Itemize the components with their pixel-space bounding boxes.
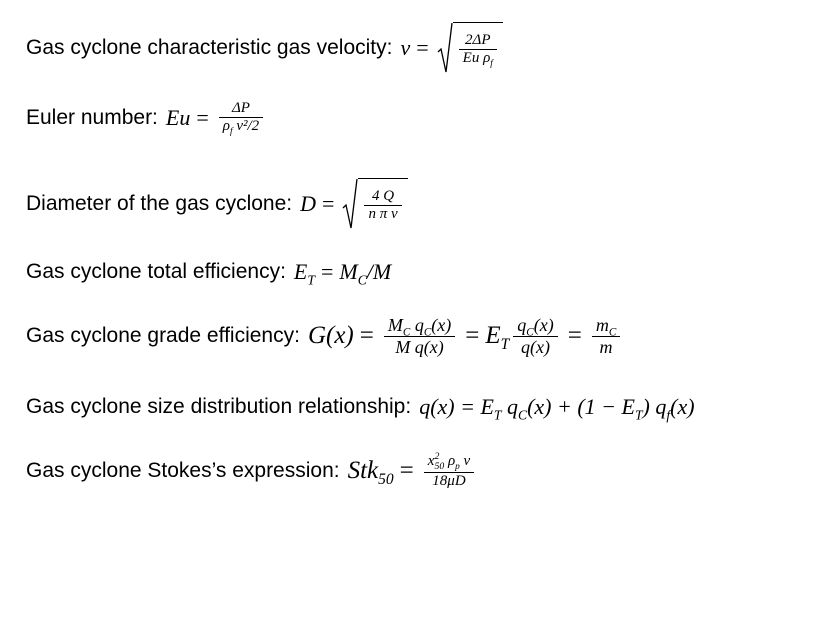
fraction-numerator: $M_C$ $q_C(x)$ (387, 315, 452, 339)
equation-label: Euler number: (26, 105, 158, 129)
fraction-denominator: q(x) (520, 336, 550, 357)
equation-velocity (26, 22, 503, 74)
equation-label: Gas cyclone grade efficiency: (26, 324, 300, 348)
equation-label: Diameter of the gas cyclone: (26, 192, 293, 215)
equals-sign: = (320, 259, 334, 284)
equation-label: Gas cyclone Stokes’s expression: (26, 458, 340, 482)
fraction (513, 315, 557, 357)
math-term: $E_T$ (485, 322, 510, 354)
fraction-denominator: $\rho_f$ v²/2 (222, 118, 260, 138)
equation-size-distribution (26, 394, 695, 423)
fraction-numerator: 2ΔP (465, 31, 491, 48)
equals-sign: = (567, 322, 582, 350)
math-lhs: D (300, 191, 317, 216)
equation-diameter (26, 178, 408, 230)
fraction-denominator: 18μD (432, 472, 466, 489)
equation-stokes (26, 452, 478, 490)
square-root (342, 178, 407, 230)
fraction-numerator: ΔP (231, 100, 250, 116)
radical-sign-icon (342, 178, 358, 230)
fraction (219, 100, 263, 136)
equation-grade-efficiency (26, 315, 624, 357)
fraction (384, 315, 455, 357)
fraction-denominator: n π v (368, 206, 398, 222)
math-lhs: G(x) (307, 322, 354, 350)
fraction (364, 188, 401, 224)
fraction-numerator: 4 Q (372, 187, 395, 204)
math-expression: $q(x) = E_T$ $q_C(x) + (1 - E_T)$ $q_f(x)$ (419, 394, 695, 423)
equals-sign: = (322, 191, 335, 216)
square-root (437, 22, 503, 74)
fraction (459, 32, 497, 68)
fraction-numerator: $m_C$ (595, 315, 617, 339)
math-rhs: $M_C/M$ (339, 259, 392, 288)
equation-label: Gas cyclone size distribution relationship: (26, 395, 412, 418)
equation-euler (26, 100, 267, 136)
fraction (592, 315, 620, 357)
equation-label: Gas cyclone characteristic gas velocity: (26, 36, 393, 59)
equals-sign: = (359, 322, 374, 350)
math-lhs: Eu (165, 104, 191, 130)
equals-sign: = (465, 322, 480, 350)
math-lhs: Stk$_{50}$ (347, 456, 394, 488)
equals-sign: = (399, 456, 414, 484)
fraction-numerator: $q_C(x)$ (517, 315, 554, 339)
equation-total-efficiency (26, 259, 392, 288)
radical-sign-icon (437, 22, 453, 74)
fraction-denominator: m (599, 336, 613, 357)
equals-sign: = (416, 35, 429, 60)
math-lhs: v (400, 35, 411, 60)
fraction (424, 452, 474, 490)
fraction-denominator: M q(x) (395, 336, 444, 357)
fraction-denominator: Eu $\rho_f$ (462, 50, 493, 69)
fraction-numerator: x 2 50 $\rho_p$ v (427, 451, 471, 473)
math-lhs: $E_T$ (293, 259, 315, 288)
equals-sign: = (196, 104, 209, 130)
equation-label: Gas cyclone total efficiency: (26, 260, 286, 283)
